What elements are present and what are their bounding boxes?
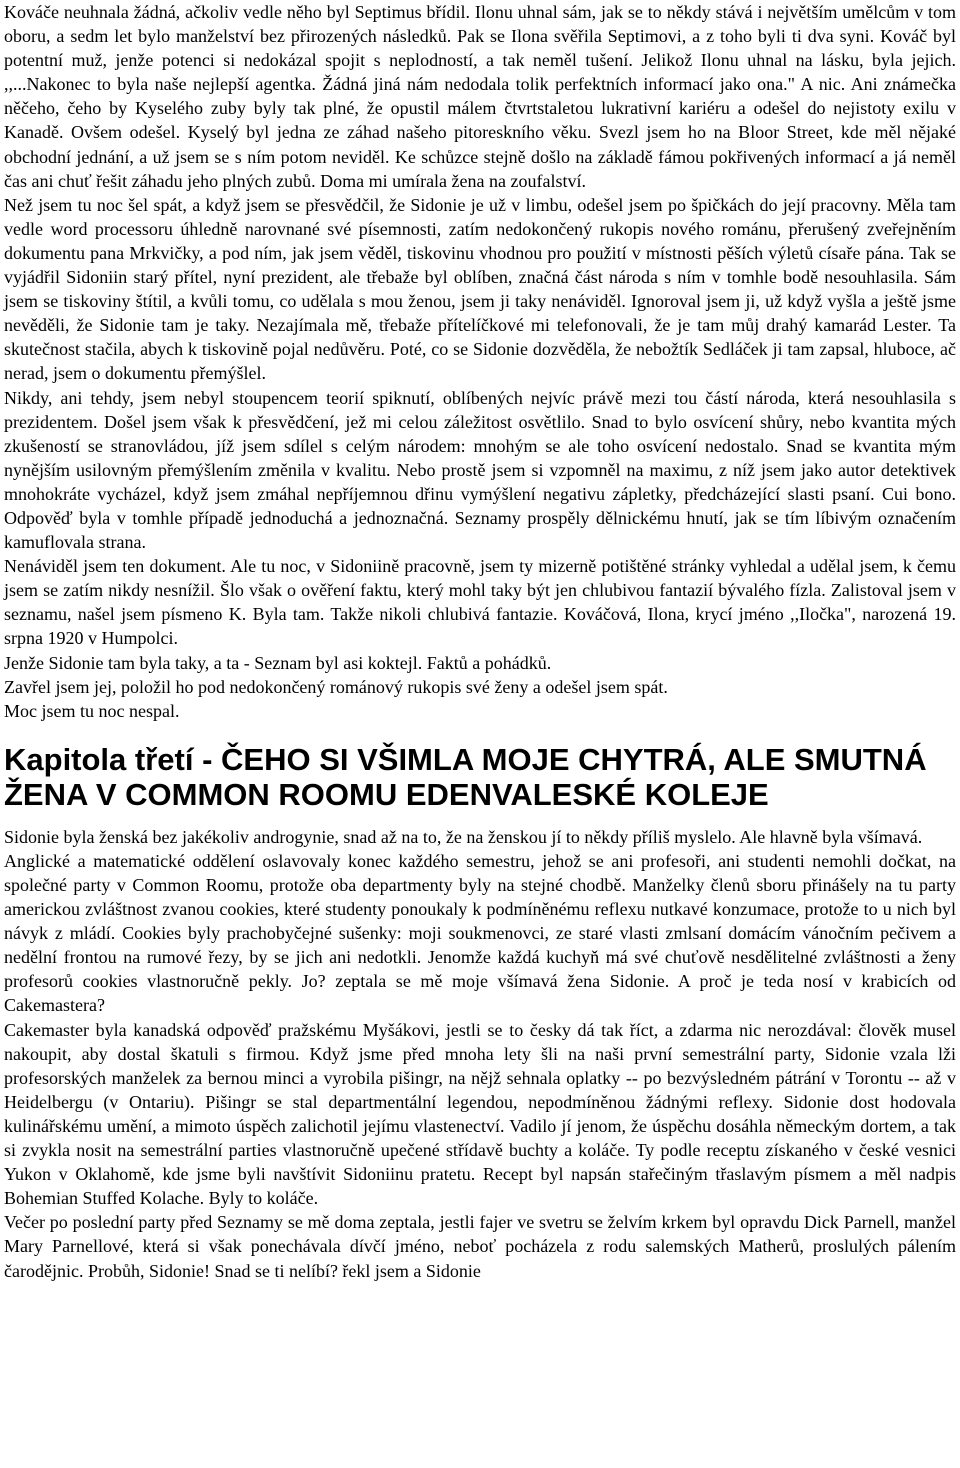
paragraph: Než jsem tu noc šel spát, a když jsem se přesvědčil, že Sidonie je už v limbu, odešel jsem po špičkách do její pracovny. Měla tam vedle word processoru úhledně narovnané své písemnosti, zatím nedokončený rukopis nového románu, přerušený zveřejněním dokumentu pana Mrkvičky, a pod ním, jak jsem věděl, tiskovinu vhodnou pro použití v místnosti pěších výletů císaře pána. Tak se vyjádřil Sidoniin starý přítel, nyní prezident, ale třebaže byl oblíben, značná část národa s ním v tomhle bodě nesouhlasila. Sám jsem se tiskoviny štítil, a kvůli tomu, co udělala s mou ženou, jsem ji taky nenáviděl. Ignoroval jsem ji, už když vyšla a ještě jsme nevěděli, že Sidonie tam je taky. Nezajímala mě, třebaže přítelíčkové mi telefonovali, že je tam můj drahý kamarád Lester. Ta skutečnost stačila, abych k tiskovině pojal nedůvěru. Poté, co se Sidonie dozvěděla, že nebožtík Sedláček ji tam zapsal, hluboce, ač nerad, jsem o dokumentu přemýšlel.: [4, 194, 956, 384]
paragraph: Nenáviděl jsem ten dokument. Ale tu noc, v Sidoniině pracovně, jsem ty mizerně potištěné stránky vyhledal a udělal jsem, k čemu jsem se zatím nikdy nesnížil. Šlo však o ověření faktu, který mohl taky být jen chlubivou fantazií bývalého fízla. Zalistoval jsem v seznamu, našel jsem písmeno K. Byla tam. Takže nikoli chlubivá fantazie. Kováčová, Ilona, krycí jméno ,,Iločka", narozená 19. srpna 1920 v Humpolci.: [4, 556, 956, 649]
paragraph: Moc jsem tu noc nespal.: [4, 700, 180, 721]
paragraph: Večer po poslední party před Seznamy se mě doma zeptala, jestli fajer ve svetru se želvím krkem byl opravdu Dick Parnell, manžel Mary Parnellové, která si však ponechávala dívčí jméno, neboť pocházela z rodu salemských Matherů, proslulých pálením čarodějnic. Probůh, Sidonie! Snad se ti nelíbí? řekl jsem a Sidonie: [4, 1212, 956, 1281]
text-before-chapter: [4, 0, 956, 723]
text-after-chapter: [4, 825, 956, 1283]
chapter-heading: Kapitola třetí - ČEHO SI VŠIMLA MOJE CHYTRÁ, ALE SMUTNÁ ŽENA V COMMON ROOMU EDENVALESKÉ KOLEJE: [4, 741, 927, 812]
paragraph: Sidonie byla ženská bez jakékoliv androgynie, snad až na to, že na ženskou jí to někdy příliš myslelo. Ale hlavně byla všímavá.: [4, 826, 923, 847]
paragraph: Nikdy, ani tehdy, jsem nebyl stoupencem teorií spiknutí, oblíbených nejvíc právě mezi tou částí národa, která nesouhlasila s prezidentem. Došel jsem však k přesvědčení, jež mi celou záležitost osvětlilo. Snad to bylo osvícení shůry, nebo kvantita mých zkušeností se stranovládou, jíž jsem sdílel s celým národem: mnohým se ale toho osvícení nedostalo. Snad se kvantita mým nynějším usilovným přemýšlením změnila v kvalitu. Nebo prostě jsem si vzpomněl na maximu, z níž jsem jako autor detektivek mnohokráte vycházel, když jsem zmáhal nepříjemnou dřinu vymýšlení negativu zápletky, předcházející slasti psaní. Cui bono. Odpověď byla v tomhle případě jednoduchá a jednoznačná. Seznamy prospěly dělnickému hnutí, jak se tím líbivým označením kamuflovala strana.: [4, 387, 956, 553]
paragraph: Kováče neuhnala žádná, ačkoliv vedle něho byl Septimus břídil. Ilonu uhnal sám, jak se to někdy stává i největším umělcům v tom oboru, a sedm let bylo manželství bez přirozených následků. Pak se Ilona svěřila Septimovi, a z toho byli ti dva syni. Kováč byl potentní muž, jenže potenci si nedokázal spojit s neplodností, a tak neměl tušení. Jelikož Ilonu uhnal na lásku, byla jejich. ,,...Nakonec to byla naše nejlepší agentka. Žádná jiná nám nedodala tolik perfektních informací jako ona." A nic. Ani známečka něčeho, čeho by Kyselého zuby byly tak plné, že opustil málem čtvrtstaletou lukrativní kariéru a odešel do nejistoty exilu v Kanadě. Ovšem odešel. Kyselý byl jedna ze záhad našeho pitoreskního věku. Svezl jsem ho na Bloor Street, kde měl nějaké obchodní jednání, a už jsem se s ním potom neviděl. Ke schůzce stejně došlo na základě fámou pokřivených informací a já neměl čas ani chuť řešit záhadu jeho plných zubů. Doma mi umírala žena na zoufalství.: [4, 2, 956, 191]
paragraph: Anglické a matematické oddělení oslavovaly konec každého semestru, jehož se ani profesoři, ani studenti nemohli dočkat, na společné party v Common Roomu, protože oba departmenty byly na stejné chodbě. Manželky členů sboru přinášely na tu party americkou zvláštnost zvanou cookies, které studenty ponoukaly k podmíněnému reflexu nutkavé konzumace, protože to u nich byl návyk z mládí. Cookies byly prachobyčejné sušenky: moji soukmenovci, ze staré vlasti zmlsaní domácím vánočním pečivem a nedělní frontou na rumové řezy, by se jich ani nedotkli. Jenomže každá kuchyň má své chuťově nesdělitelné zvláštnosti a ženy profesorů cookies vlastnoručně pekly. Jo? zeptala se mě moje všímavá žena Sidonie. A proč je teda nosí v krabicích od Cakemastera?: [4, 850, 956, 1016]
paragraph: Zavřel jsem jej, položil ho pod nedokončený románový rukopis své ženy a odešel jsem spát.: [4, 676, 668, 697]
paragraph: Jenže Sidonie tam byla taky, a ta - Seznam byl asi koktejl. Faktů a pohádků.: [4, 652, 552, 673]
paragraph: Cakemaster byla kanadská odpověď pražskému Myšákovi, jestli se to česky dá tak říct, a zdarma nic nerozdával: člověk musel nakoupit, aby dostal škatuli s firmou. Když jsme před mnoha lety šli na naši první semestrální party, Sidonie vzala lži profesorských manželek za bernou minci a vyrobila pišingr, na nějž sehnala oplatky -- po bezvýsledném pátrání v Torontu -- až v Heidelbergu (v Ontariu). Pišingr se stal departmentální legendou, nepodmíněnou žádnými reflexy. Sidonie dost hodovala kulinářskému umění, a mimoto úspěch zalichotil jejímu vlastenectví. Vadilo jí jenom, že úspěchu dosáhla německým dortem, a tak si zvykla nosit na semestrální parties vlastnoručně upečené střídavě buchty a koláče. Ty podle receptu získaného v české vesnici Yukon v Oklahomě, kde jsme byli navštívit Sidoniinu pratetu. Recept byl napsán stařečiným třaslavým písmem a měl nadpis Bohemian Stuffed Kolache. Byly to koláče.: [4, 1019, 956, 1209]
